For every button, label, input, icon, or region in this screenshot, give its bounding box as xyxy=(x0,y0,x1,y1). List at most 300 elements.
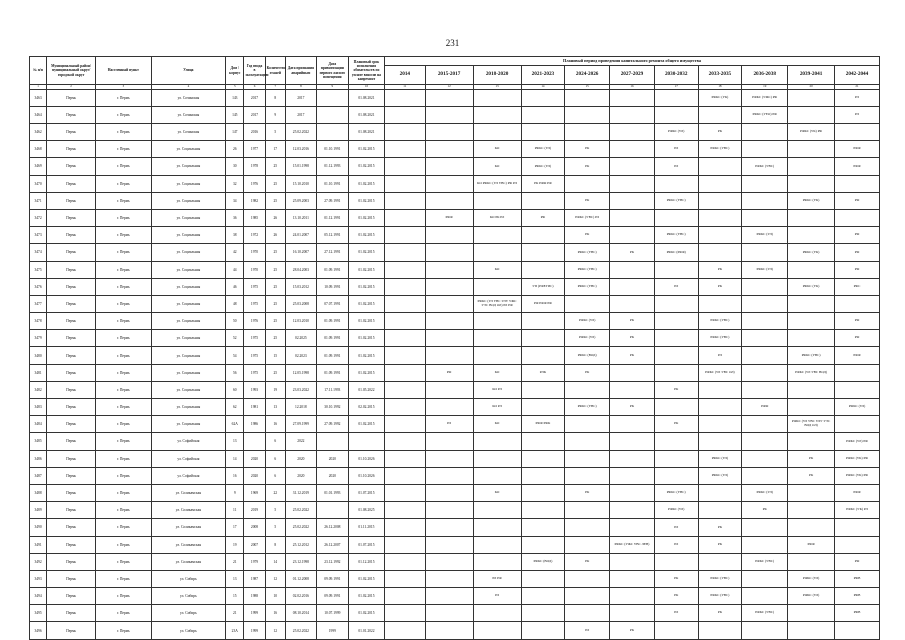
cell-year-built: 1977 xyxy=(244,141,265,158)
cell-plan-period: КО xyxy=(473,158,521,175)
cell-plan-period xyxy=(425,622,473,639)
col-header-year: 2036-2038 xyxy=(742,66,788,85)
cell-street: ул. Социальная xyxy=(151,278,226,295)
cell-plan-period xyxy=(654,313,698,330)
cell-plan-period xyxy=(473,519,521,536)
cell-house: 19 xyxy=(226,536,244,553)
cell-year-built: 1975 xyxy=(244,278,265,295)
column-number: 4 xyxy=(151,85,226,90)
cell-plan-period xyxy=(473,278,521,295)
cell-plan-period: РК xyxy=(565,364,610,381)
col-header-year: 2042-2044 xyxy=(835,66,880,85)
cell-plan-period xyxy=(698,416,742,433)
cell-plan-period xyxy=(654,295,698,312)
cell-plan-period xyxy=(385,416,426,433)
cell-planned-deadline: 01.02.2015 xyxy=(348,588,384,605)
cell-plan-period xyxy=(742,570,788,587)
cell-settlement: г. Пермь xyxy=(96,175,151,192)
col-header-floors: Количество этажей xyxy=(265,57,285,85)
cell-date-privatization xyxy=(316,89,348,106)
cell-plan-period xyxy=(788,622,835,639)
cell-plan-period xyxy=(521,261,565,278)
cell-house: 11 xyxy=(226,502,244,519)
cell-plan-period xyxy=(385,622,426,639)
cell-plan-period xyxy=(425,450,473,467)
cell-no: 3489 xyxy=(30,502,47,519)
cell-plan-period xyxy=(521,227,565,244)
cell-plan-period xyxy=(610,89,655,106)
column-number: 17 xyxy=(654,85,698,90)
cell-plan-period xyxy=(425,89,473,106)
cell-plan-period xyxy=(565,175,610,192)
cell-plan-period xyxy=(385,536,426,553)
cell-plan-period: РЛК xyxy=(521,364,565,381)
col-header-no: № п/п xyxy=(30,57,47,85)
cell-plan-period xyxy=(742,330,788,347)
cell-floors: 26 xyxy=(265,227,285,244)
table-row xyxy=(30,278,880,295)
col-header-year: 2030-2032 xyxy=(654,66,698,85)
cell-plan-period xyxy=(835,209,880,226)
cell-settlement: г. Пермь xyxy=(96,605,151,622)
cell-plan-period xyxy=(610,570,655,587)
cell-floors: 17 xyxy=(265,141,285,158)
cell-date-privatization: 01.12.1993 xyxy=(316,158,348,175)
cell-house: 46 xyxy=(226,278,244,295)
cell-plan-period: РК xyxy=(788,450,835,467)
cell-plan-period xyxy=(473,347,521,364)
cell-plan-period: РФ xyxy=(835,330,880,347)
column-number: 6 xyxy=(244,85,265,90)
cell-plan-period: РФКС (УВС) xyxy=(788,347,835,364)
column-number: 19 xyxy=(742,85,788,90)
cell-year-built: 1975 xyxy=(244,330,265,347)
cell-settlement: г. Пермь xyxy=(96,484,151,501)
cell-house: 32 xyxy=(226,175,244,192)
cell-plan-period: РФКС (УК) xyxy=(698,89,742,106)
cell-settlement: г. Пермь xyxy=(96,364,151,381)
cell-plan-period xyxy=(835,622,880,639)
cell-no: 3487 xyxy=(30,467,47,484)
cell-date-privatization xyxy=(316,433,348,450)
cell-planned-deadline: 01.02.2015 xyxy=(348,141,384,158)
cell-street: ул. Соликамская xyxy=(151,519,226,536)
cell-municipality: Пермь xyxy=(47,450,96,467)
cell-plan-period xyxy=(610,553,655,570)
cell-plan-period xyxy=(835,416,880,433)
cell-date-emergency: 23.03.2022 xyxy=(285,381,316,398)
cell-floors: 6 xyxy=(265,450,285,467)
cell-plan-period: РК xyxy=(565,484,610,501)
table-row xyxy=(30,89,880,106)
cell-street: ул. Сочинская xyxy=(151,106,226,123)
column-number: 5 xyxy=(226,85,244,90)
cell-plan-period xyxy=(521,244,565,261)
table-row xyxy=(30,553,880,570)
cell-plan-period xyxy=(654,450,698,467)
cell-plan-period xyxy=(565,450,610,467)
cell-municipality: Пермь xyxy=(47,553,96,570)
cell-street: ул. Социальная xyxy=(151,192,226,209)
cell-floors: 26 xyxy=(265,209,285,226)
cell-settlement: г. Пермь xyxy=(96,433,151,450)
cell-settlement: г. Пермь xyxy=(96,261,151,278)
cell-house: 21 xyxy=(226,553,244,570)
cell-floors: 25 xyxy=(265,278,285,295)
cell-plan-period xyxy=(698,484,742,501)
cell-plan-period xyxy=(565,416,610,433)
cell-settlement: г. Пермь xyxy=(96,106,151,123)
cell-year-built: 1975 xyxy=(244,364,265,381)
cell-street: ул. Социальная xyxy=(151,244,226,261)
cell-plan-period xyxy=(654,106,698,123)
cell-year-built: 1986 xyxy=(244,416,265,433)
cell-plan-period xyxy=(385,433,426,450)
cell-plan-period: РФФ РФК xyxy=(521,416,565,433)
cell-year-built: 1981 xyxy=(244,399,265,416)
cell-street: ул. Сибирь xyxy=(151,622,226,639)
cell-plan-period xyxy=(788,484,835,501)
cell-date-privatization: 17.11.1993 xyxy=(316,381,348,398)
cell-floors: 6 xyxy=(265,467,285,484)
cell-plan-period xyxy=(473,467,521,484)
cell-plan-period xyxy=(521,570,565,587)
cell-plan-period: РФФ xyxy=(835,347,880,364)
cell-planned-deadline: 01.02.2015 xyxy=(348,158,384,175)
cell-plan-period xyxy=(425,536,473,553)
cell-plan-period xyxy=(425,175,473,192)
cell-plan-period xyxy=(610,364,655,381)
cell-plan-period xyxy=(473,106,521,123)
cell-no: 3496 xyxy=(30,622,47,639)
cell-plan-period xyxy=(788,106,835,123)
cell-date-privatization: 26.12.2008 xyxy=(316,519,348,536)
cell-plan-period xyxy=(385,467,426,484)
cell-plan-period: РФКС (УЛ) xyxy=(654,124,698,141)
cell-date-emergency: 02.02.2016 xyxy=(285,588,316,605)
cell-plan-period xyxy=(521,330,565,347)
col-header-year: 2024-2026 xyxy=(565,66,610,85)
cell-settlement: г. Пермь xyxy=(96,450,151,467)
cell-plan-period: РЛ xyxy=(698,347,742,364)
cell-year-built: 2019 xyxy=(244,502,265,519)
cell-planned-deadline: 01.02.2015 xyxy=(348,570,384,587)
cell-municipality: Пермь xyxy=(47,381,96,398)
col-header-date-emergency: Дата признания аварийным xyxy=(285,57,316,85)
cell-plan-period: РФКС (УВС) xyxy=(654,227,698,244)
page-number: 231 xyxy=(445,38,460,48)
cell-plan-period xyxy=(385,605,426,622)
table-row xyxy=(30,295,880,312)
cell-plan-period xyxy=(742,588,788,605)
cell-plan-period xyxy=(654,347,698,364)
cell-plan-period xyxy=(788,502,835,519)
cell-date-emergency: 25.02.2022 xyxy=(285,502,316,519)
cell-floors: 9 xyxy=(265,106,285,123)
cell-plan-period xyxy=(610,484,655,501)
cell-plan-period xyxy=(425,158,473,175)
col-header-year: 2027-2029 xyxy=(610,66,655,85)
table-row xyxy=(30,364,880,381)
cell-plan-period: КО xyxy=(473,484,521,501)
cell-planned-deadline: 01.02.2015 xyxy=(348,364,384,381)
cell-street: ул. Социальная xyxy=(151,158,226,175)
cell-plan-period xyxy=(610,450,655,467)
cell-plan-period xyxy=(521,433,565,450)
cell-plan-period xyxy=(654,364,698,381)
cell-plan-period xyxy=(425,244,473,261)
cell-date-emergency: 12.03.2016 xyxy=(285,141,316,158)
cell-date-emergency: 25.09.2003 xyxy=(285,192,316,209)
cell-street: ул. Социальная xyxy=(151,399,226,416)
cell-date-privatization: 01.09.1991 xyxy=(316,313,348,330)
cell-plan-period: УП (РФЕГИС) xyxy=(521,278,565,295)
cell-street: ул. Социальная xyxy=(151,261,226,278)
cell-plan-period xyxy=(788,227,835,244)
cell-plan-period: РФКС (УЖС) РФ xyxy=(742,89,788,106)
cell-plan-period xyxy=(385,588,426,605)
cell-plan-period xyxy=(742,278,788,295)
cell-year-built: 2020 xyxy=(244,467,265,484)
cell-no: 3485 xyxy=(30,433,47,450)
cell-plan-period: РФКС (УВС) xyxy=(654,192,698,209)
cell-plan-period: РФКС (УВС) xyxy=(654,484,698,501)
cell-plan-period xyxy=(742,536,788,553)
cell-plan-period xyxy=(654,261,698,278)
cell-plan-period xyxy=(425,141,473,158)
cell-no: 3484 xyxy=(30,416,47,433)
table-row xyxy=(30,450,880,467)
cell-planned-deadline: 01.05.2022 xyxy=(348,381,384,398)
cell-date-emergency: 23.12.1998 xyxy=(285,553,316,570)
cell-plan-period xyxy=(385,364,426,381)
cell-plan-period xyxy=(788,433,835,450)
cell-date-emergency: 01.12.2008 xyxy=(285,570,316,587)
cell-planned-deadline: 01.02.2015 xyxy=(348,330,384,347)
cell-house: 38 xyxy=(226,227,244,244)
cell-settlement: г. Пермь xyxy=(96,519,151,536)
cell-floors: 25 xyxy=(265,175,285,192)
cell-date-emergency: 2017 xyxy=(285,89,316,106)
cell-date-privatization xyxy=(316,502,348,519)
table-row xyxy=(30,347,880,364)
cell-settlement: г. Пермь xyxy=(96,570,151,587)
cell-plan-period xyxy=(521,106,565,123)
cell-house: 23А xyxy=(226,622,244,639)
cell-no: 3495 xyxy=(30,605,47,622)
cell-plan-period xyxy=(565,570,610,587)
cell-municipality: Пермь xyxy=(47,295,96,312)
cell-date-privatization: 01.09.1991 xyxy=(316,347,348,364)
cell-house: 26 xyxy=(226,141,244,158)
column-number: 11 xyxy=(385,85,426,90)
cell-settlement: г. Пермь xyxy=(96,227,151,244)
cell-plan-period: РФФ xyxy=(742,399,788,416)
cell-plan-period: РФВ xyxy=(835,588,880,605)
cell-settlement: г. Пермь xyxy=(96,399,151,416)
cell-year-built: 2017 xyxy=(244,106,265,123)
cell-planned-deadline: 01.07.2015 xyxy=(348,536,384,553)
cell-no: 3481 xyxy=(30,364,47,381)
cell-house: 44 xyxy=(226,261,244,278)
cell-plan-period xyxy=(521,313,565,330)
cell-plan-period xyxy=(742,450,788,467)
cell-plan-period xyxy=(385,89,426,106)
cell-plan-period xyxy=(385,502,426,519)
cell-date-privatization: 01.09.1991 xyxy=(316,330,348,347)
cell-settlement: г. Пермь xyxy=(96,347,151,364)
cell-year-built: 2020 xyxy=(244,450,265,467)
cell-plan-period xyxy=(788,141,835,158)
cell-plan-period xyxy=(835,175,880,192)
column-number: 14 xyxy=(521,85,565,90)
cell-year-built: 1970 xyxy=(244,244,265,261)
cell-plan-period: РФКС (УЛ УВС ВОД) xyxy=(788,364,835,381)
cell-date-privatization: 01.12.1991 xyxy=(316,209,348,226)
cell-plan-period xyxy=(742,124,788,141)
cell-plan-period xyxy=(742,416,788,433)
cell-year-built: 1975 xyxy=(244,295,265,312)
cell-no: 3492 xyxy=(30,553,47,570)
cell-plan-period xyxy=(425,433,473,450)
table-row xyxy=(30,244,880,261)
cell-municipality: Пермь xyxy=(47,519,96,536)
cell-year-built: 1979 xyxy=(244,553,265,570)
table-row xyxy=(30,536,880,553)
cell-street: ул. Софийская xyxy=(151,450,226,467)
column-number: 18 xyxy=(698,85,742,90)
cell-plan-period xyxy=(473,89,521,106)
cell-date-emergency: 12.03.2010 xyxy=(285,313,316,330)
cell-municipality: Пермь xyxy=(47,175,96,192)
cell-date-privatization: 27.12.1991 xyxy=(316,244,348,261)
cell-plan-period xyxy=(742,192,788,209)
cell-floors: 13 xyxy=(265,399,285,416)
cell-plan-period: РЛ xyxy=(654,519,698,536)
cell-municipality: Пермь xyxy=(47,89,96,106)
table-row xyxy=(30,433,880,450)
cell-plan-period xyxy=(788,330,835,347)
col-header-house: Дом / корпус xyxy=(226,57,244,85)
cell-plan-period: РФКС (УВС) xyxy=(698,570,742,587)
cell-plan-period xyxy=(385,313,426,330)
cell-date-privatization: 26.12.2007 xyxy=(316,536,348,553)
table-row xyxy=(30,261,880,278)
cell-municipality: Пермь xyxy=(47,227,96,244)
cell-settlement: г. Пермь xyxy=(96,416,151,433)
cell-house: 34 xyxy=(226,192,244,209)
cell-planned-deadline: 01.02.2015 xyxy=(348,209,384,226)
cell-year-built: 1975 xyxy=(244,347,265,364)
cell-plan-period: РЛ xyxy=(654,141,698,158)
cell-date-emergency: 25.12.2012 xyxy=(285,536,316,553)
cell-plan-period xyxy=(698,502,742,519)
cell-plan-period xyxy=(425,261,473,278)
cell-date-emergency: 12.2018 xyxy=(285,399,316,416)
cell-year-built: 1976 xyxy=(244,175,265,192)
cell-plan-period xyxy=(565,519,610,536)
cell-plan-period: РЛ РФ xyxy=(473,570,521,587)
cell-no: 3462 xyxy=(30,124,47,141)
cell-settlement: г. Пермь xyxy=(96,313,151,330)
cell-plan-period xyxy=(654,175,698,192)
column-number: 16 xyxy=(610,85,655,90)
cell-plan-period xyxy=(521,89,565,106)
cell-street: ул. Сочинская xyxy=(151,89,226,106)
cell-plan-period xyxy=(565,502,610,519)
cell-plan-period xyxy=(385,330,426,347)
cell-plan-period xyxy=(473,313,521,330)
cell-planned-deadline: 01.02.2015 xyxy=(348,175,384,192)
cell-plan-period: РФКС (УВС) xyxy=(742,605,788,622)
cell-plan-period: КО xyxy=(473,261,521,278)
cell-planned-deadline: 01.02.2015 xyxy=(348,227,384,244)
col-header-year-built: Год ввода в эксплуатацию xyxy=(244,57,265,85)
cell-plan-period xyxy=(425,313,473,330)
cell-plan-period: РФКС (РФФ) xyxy=(654,244,698,261)
cell-house: 16 xyxy=(226,467,244,484)
cell-street: ул. Соликамская xyxy=(151,484,226,501)
cell-plan-period xyxy=(698,106,742,123)
cell-date-privatization: 09.09.1991 xyxy=(316,588,348,605)
cell-plan-period xyxy=(654,433,698,450)
cell-date-emergency: 24.01.2007 xyxy=(285,227,316,244)
cell-plan-period xyxy=(473,536,521,553)
cell-plan-period xyxy=(385,158,426,175)
cell-plan-period xyxy=(610,158,655,175)
cell-floors: 25 xyxy=(265,364,285,381)
cell-plan-period xyxy=(385,553,426,570)
cell-plan-period xyxy=(835,364,880,381)
cell-plan-period xyxy=(565,433,610,450)
cell-settlement: г. Пермь xyxy=(96,209,151,226)
cell-plan-period: РФКС (УЛ) xyxy=(565,330,610,347)
cell-plan-period xyxy=(742,313,788,330)
cell-date-emergency: 2017 xyxy=(285,106,316,123)
cell-floors: 25 xyxy=(265,244,285,261)
col-header-year: 2033-2035 xyxy=(698,66,742,85)
cell-plan-period xyxy=(835,124,880,141)
cell-plan-period: РК xyxy=(565,158,610,175)
table-row xyxy=(30,467,880,484)
cell-plan-period xyxy=(698,227,742,244)
cell-plan-period xyxy=(473,192,521,209)
cell-floors: 25 xyxy=(265,158,285,175)
cell-floors: 8 xyxy=(265,89,285,106)
cell-date-emergency: 25.02.2022 xyxy=(285,622,316,639)
cell-no: 3468 xyxy=(30,141,47,158)
cell-plan-period xyxy=(654,399,698,416)
cell-plan-period xyxy=(610,124,655,141)
cell-plan-period xyxy=(610,433,655,450)
cell-date-privatization xyxy=(316,124,348,141)
cell-plan-period: РФКС (УЛ) xyxy=(521,158,565,175)
cell-plan-period xyxy=(610,381,655,398)
cell-date-emergency: 16.10.2007 xyxy=(285,244,316,261)
col-header-street: Улица xyxy=(151,57,226,85)
table-row xyxy=(30,519,880,536)
cell-no: 3470 xyxy=(30,175,47,192)
cell-plan-period: РФКС (ВОД) xyxy=(521,553,565,570)
cell-plan-period: РФ xyxy=(835,313,880,330)
cell-plan-period xyxy=(835,381,880,398)
cell-municipality: Пермь xyxy=(47,347,96,364)
cell-plan-period: РК xyxy=(610,347,655,364)
cell-municipality: Пермь xyxy=(47,433,96,450)
cell-floors: 8 xyxy=(265,536,285,553)
cell-date-privatization: 30.10.1992 xyxy=(316,399,348,416)
cell-plan-period xyxy=(654,553,698,570)
